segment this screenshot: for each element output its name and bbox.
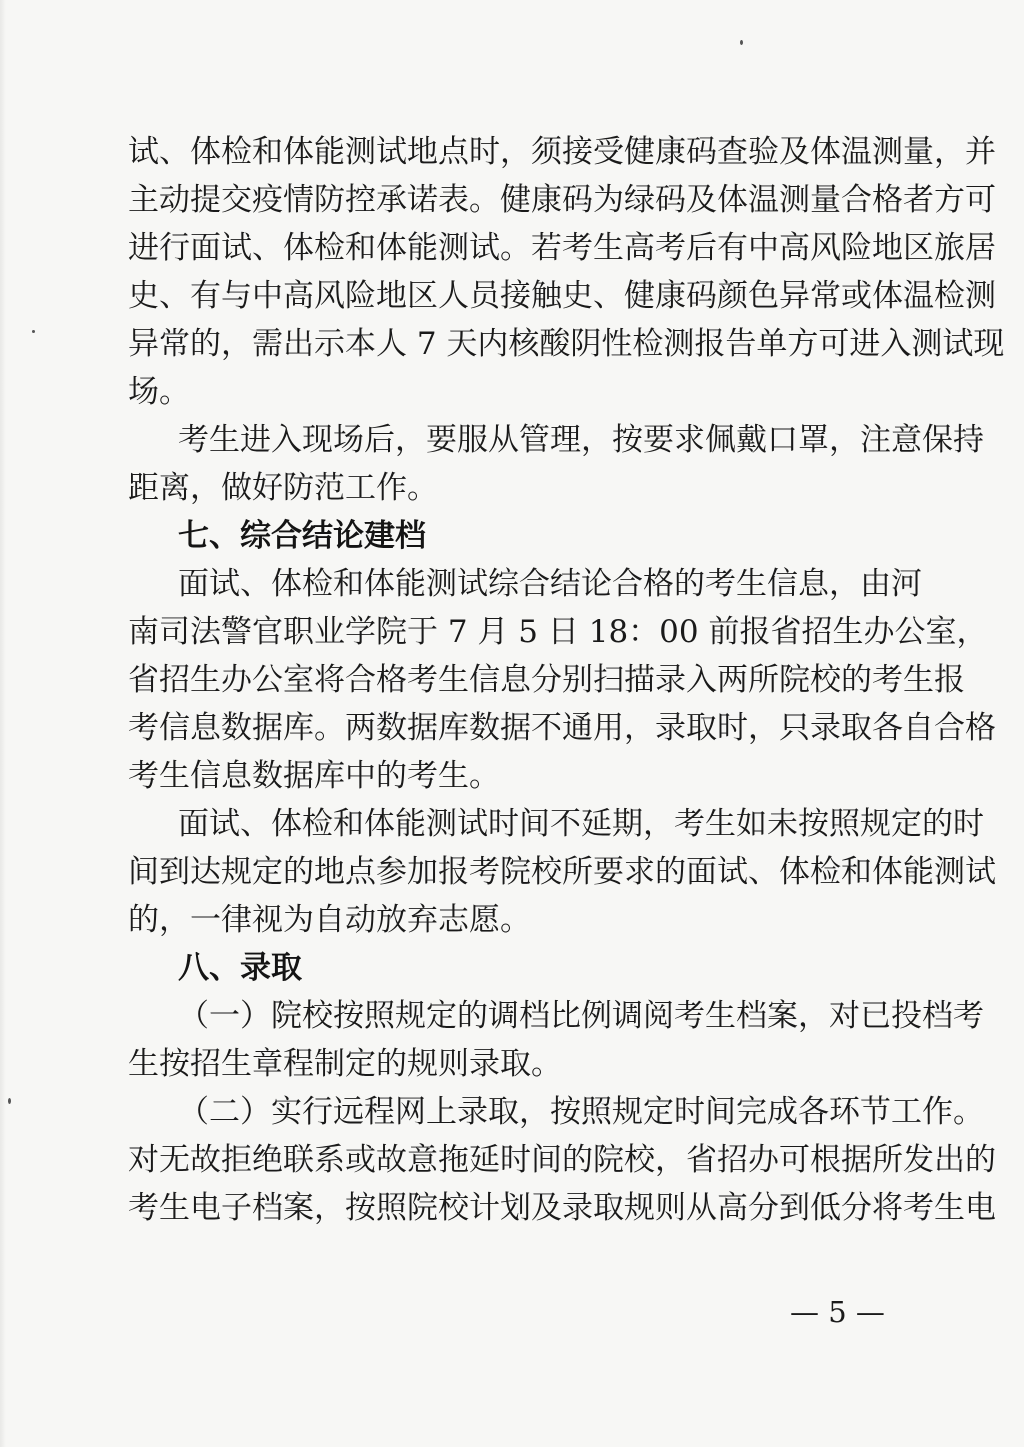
scan-edge-shadow bbox=[0, 0, 6, 1447]
body-line: 对无故拒绝联系或故意拖延时间的院校，省招办可根据所发出的 bbox=[128, 1142, 996, 1178]
body-line: 主动提交疫情防控承诺表。健康码为绿码及体温测量合格者方可 bbox=[128, 182, 996, 218]
body-line: 面试、体检和体能测试时间不延期，考生如未按照规定的时 bbox=[178, 806, 984, 842]
body-line: 考生电子档案，按照院校计划及录取规则从高分到低分将考生电 bbox=[128, 1190, 996, 1226]
body-line: 试、体检和体能测试地点时，须接受健康码查验及体温测量，并 bbox=[128, 134, 996, 170]
body-line: 距离，做好防范工作。 bbox=[128, 470, 438, 506]
scan-speck bbox=[740, 40, 743, 45]
body-line: 生按招生章程制定的规则录取。 bbox=[128, 1046, 562, 1082]
body-line: 考生进入现场后，要服从管理，按要求佩戴口罩，注意保持 bbox=[178, 422, 984, 458]
page-number: — 5 — bbox=[790, 1295, 885, 1329]
body-line: 场。 bbox=[128, 374, 190, 410]
body-line: 的，一律视为自动放弃志愿。 bbox=[128, 902, 531, 938]
body-line: 间到达规定的地点参加报考院校所要求的面试、体检和体能测试 bbox=[128, 854, 996, 890]
body-line: 考信息数据库。两数据库数据不通用，录取时，只录取各自合格 bbox=[128, 710, 996, 746]
body-line: （二）实行远程网上录取，按照规定时间完成各环节工作。 bbox=[178, 1094, 984, 1130]
scan-speck bbox=[8, 1098, 11, 1104]
section-heading-7: 七、综合结论建档 bbox=[178, 518, 426, 554]
body-line: 省招生办公室将合格考生信息分别扫描录入两所院校的考生报 bbox=[128, 662, 965, 698]
body-line: 异常的，需出示本人 7 天内核酸阴性检测报告单方可进入测试现 bbox=[128, 326, 1005, 362]
body-line: 面试、体检和体能测试综合结论合格的考生信息，由河 bbox=[178, 566, 922, 602]
section-heading-8: 八、录取 bbox=[178, 950, 302, 986]
body-line: 进行面试、体检和体能测试。若考生高考后有中高风险地区旅居 bbox=[128, 230, 996, 266]
body-line: 考生信息数据库中的考生。 bbox=[128, 758, 500, 794]
body-line: （一）院校按照规定的调档比例调阅考生档案，对已投档考 bbox=[178, 998, 984, 1034]
scan-speck bbox=[32, 330, 35, 333]
body-line: 史、有与中高风险地区人员接触史、健康码颜色异常或体温检测 bbox=[128, 278, 996, 314]
body-line: 南司法警官职业学院于 7 月 5 日 18：00 前报省招生办公室， bbox=[128, 614, 988, 650]
